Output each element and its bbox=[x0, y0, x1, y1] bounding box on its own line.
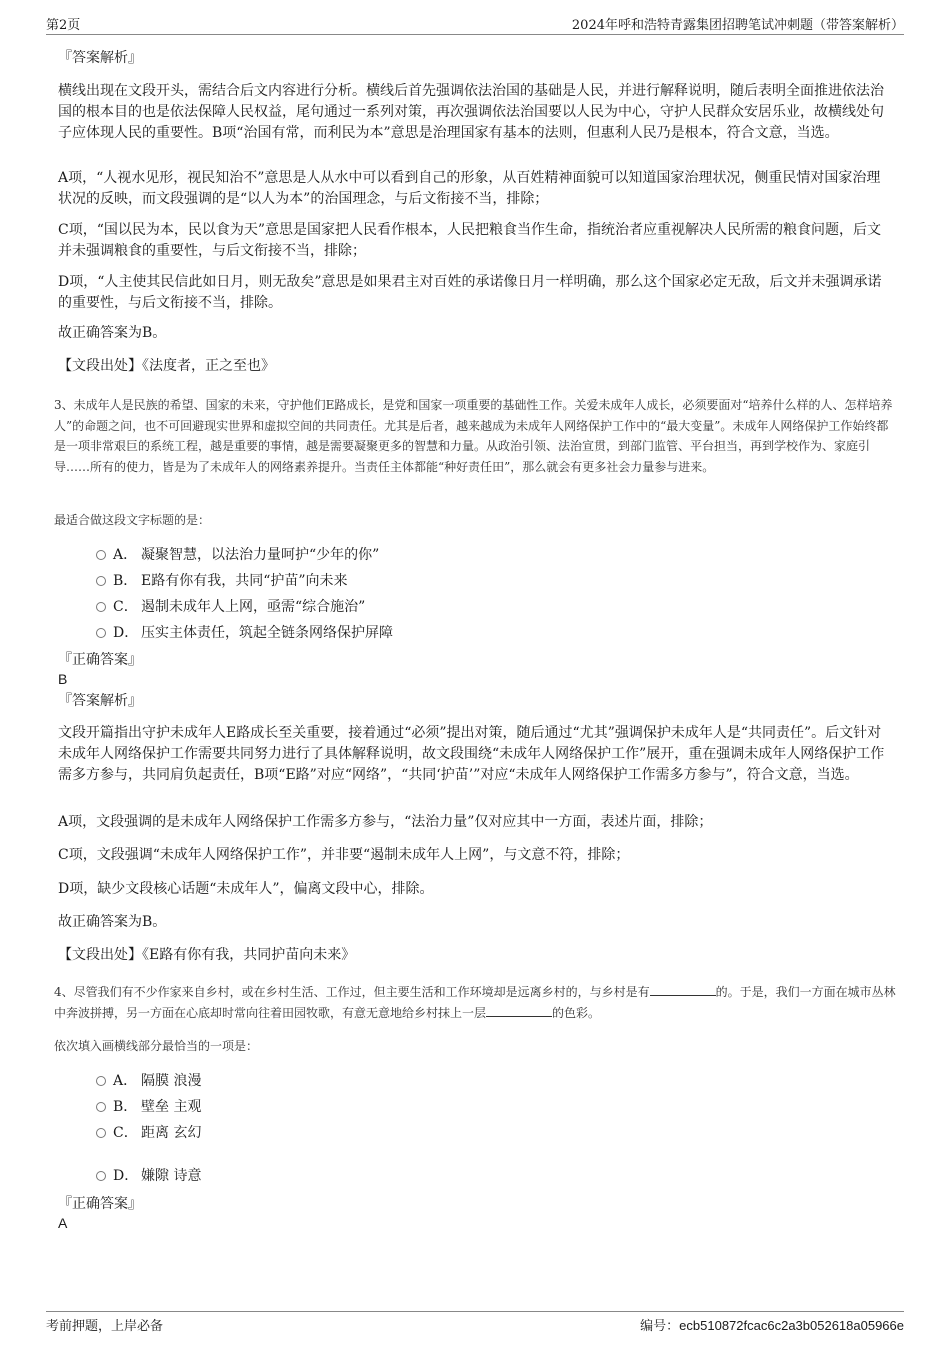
option-b[interactable]: B． 壁垒 主观 bbox=[96, 1097, 201, 1117]
correct-answer: A bbox=[58, 1215, 68, 1231]
option-a[interactable]: A． 隔膜 浪漫 bbox=[96, 1071, 201, 1091]
code-value: ecb510872fcac6c2a3b052618a05966e bbox=[679, 1318, 904, 1333]
page-number: 第2页 bbox=[46, 18, 81, 33]
footer-slogan: 考前押题，上岸必备 bbox=[46, 1319, 164, 1334]
option-d[interactable]: D． 嫌隙 诗意 bbox=[96, 1166, 201, 1186]
source-note: 【文段出处】《E路有你有我，共同护苗向未来》 bbox=[58, 947, 356, 963]
analysis-tag: 『答案解析』 bbox=[58, 693, 142, 709]
document-title: 2024年呼和浩特青露集团招聘笔试冲刺题（带答案解析） bbox=[571, 18, 904, 33]
radio-button[interactable] bbox=[96, 602, 106, 612]
blank-line bbox=[650, 983, 716, 996]
option-c[interactable]: C． 距离 玄幻 bbox=[96, 1123, 201, 1143]
analysis-tag: 『答案解析』 bbox=[58, 50, 142, 66]
analysis-paragraph: A项，文段强调的是未成年人网络保护工作需多方参与，“法治力量”仅对应其中一方面，表述片面，排除； bbox=[58, 814, 713, 830]
analysis-paragraph: D项，“人主使其民信此如日月，则无敌矣”意思是如果君主对百姓的承诺像日月一样明确，那么这个国家必定无敌，后文并未强调承诺的重要性，与后文衔接不当，排除。 bbox=[58, 274, 882, 311]
answer-tag: 『正确答案』 bbox=[58, 652, 142, 668]
radio-button[interactable] bbox=[96, 1128, 106, 1138]
page-header bbox=[46, 12, 904, 35]
question-prompt: 最适合做这段文字标题的是： bbox=[54, 513, 211, 527]
radio-button[interactable] bbox=[96, 628, 106, 638]
document-code bbox=[640, 1315, 904, 1334]
analysis-paragraph: C项，文段强调“未成年人网络保护工作”，并非要“遏制未成年人上网”，与文意不符，排除； bbox=[58, 847, 630, 863]
analysis-paragraph: C项，“国以民为本，民以食为天”意思是国家把人民看作根本，人民把粮食当作生命，指统治者应重视解决人民所需的粮食问题，后文并未强调粮食的重要性，与后文衔接不当，排除； bbox=[58, 222, 882, 259]
option-d[interactable]: D． 压实主体责任，筑起全链条网络保护屏障 bbox=[96, 623, 393, 643]
option-b[interactable]: B． E路有你有我，共同“护苗”向未来 bbox=[96, 571, 348, 591]
correct-answer: B bbox=[58, 671, 68, 687]
radio-button[interactable] bbox=[96, 1171, 106, 1181]
analysis-paragraph: D项，缺少文段核心话题“未成年人”，偏离文段中心，排除。 bbox=[58, 881, 434, 897]
conclusion: 故正确答案为B。 bbox=[58, 914, 167, 930]
answer-tag: 『正确答案』 bbox=[58, 1196, 142, 1212]
radio-button[interactable] bbox=[96, 1102, 106, 1112]
blank-line bbox=[486, 1004, 552, 1017]
question-passage: 3、未成年人是民族的希望、国家的未来，守护他们E路成长，是党和国家一项重要的基础性工作。关爱未成年人成长，必须要面对“培养什么样的人、怎样培养人”的命题之问，也不可回避现实世界和虚拟空间的共同责任。尤其是后者，越来越成为未成年人网络保护工作中的“最大变量”。未成年人网络保护工作始终都是一项非常艰巨的系统工程，越是重要的事情，越是需要凝聚更多的智慧和力量。从政治引领、法治宣贯，到部门监管、平台担当，再到学校作为、家庭引导……所有的使力，皆是为了未成年人的网络素养提升。当责任主体都能“种好责任田”，那么就会有更多社会力量参与进来。 bbox=[54, 398, 893, 474]
code-label: 编号： bbox=[640, 1319, 680, 1334]
option-a[interactable]: A． 凝聚智慧，以法治力量呵护“少年的你” bbox=[96, 545, 379, 565]
page-footer bbox=[46, 1311, 904, 1336]
question-passage: 4、尽管我们有不少作家来自乡村，或在乡村生活、工作过，但主要生活和工作环境却是远离乡村的，与乡村是有 的。于是，我们一方面在城市丛林中奔波拼搏，另一方面在心底却时常向往着田园牧歌，有意无意地给乡村抹上一层 的色彩。 bbox=[54, 985, 896, 1020]
source-note: 【文段出处】《法度者，正之至也》 bbox=[58, 358, 275, 374]
conclusion: 故正确答案为B。 bbox=[58, 325, 167, 341]
analysis-paragraph: A项，“人视水见形，视民知治不”意思是人从水中可以看到自己的形象，从百姓精神面貌可以知道国家治理状况，侧重民情对国家治理状况的反映，而文段强调的是“以人为本”的治国理念，与后文衔接不当，排除； bbox=[58, 170, 881, 207]
radio-button[interactable] bbox=[96, 550, 106, 560]
analysis-paragraph: 文段开篇指出守护未成年人E路成长至关重要，接着通过“必须”提出对策，随后通过“尤其”强调保护未成年人是“共同责任”。后文针对未成年人网络保护工作需要共同努力进行了具体解释说明，故文段围绕“未成年人网络保护工作”展开，重在强调未成年人网络保护工作需多方参与，共同肩负起责任，B项“E路”对应“网络”，“共同‘护苗’”对应“未成年人网络保护工作需多方参与”，符合文意，当选。 bbox=[58, 725, 885, 783]
analysis-paragraph: 横线出现在文段开头，需结合后文内容进行分析。横线后首先强调依法治国的基础是人民，并进行解释说明，随后表明全面推进依法治国的根本目的也是依法保障人民权益，尾句通过一系列对策，再次强调依法治国要以人民为中心，守护人民群众安居乐业，故横线处句子应体现人民的重要性。B项“治国有常，而利民为本”意思是治理国家有基本的法则，但惠利人民乃是根本，符合文意，当选。 bbox=[58, 83, 884, 141]
radio-button[interactable] bbox=[96, 576, 106, 586]
option-c[interactable]: C． 遏制未成年人上网，亟需“综合施治” bbox=[96, 597, 365, 617]
question-prompt: 依次填入画横线部分最恰当的一项是： bbox=[54, 1039, 259, 1053]
radio-button[interactable] bbox=[96, 1076, 106, 1086]
